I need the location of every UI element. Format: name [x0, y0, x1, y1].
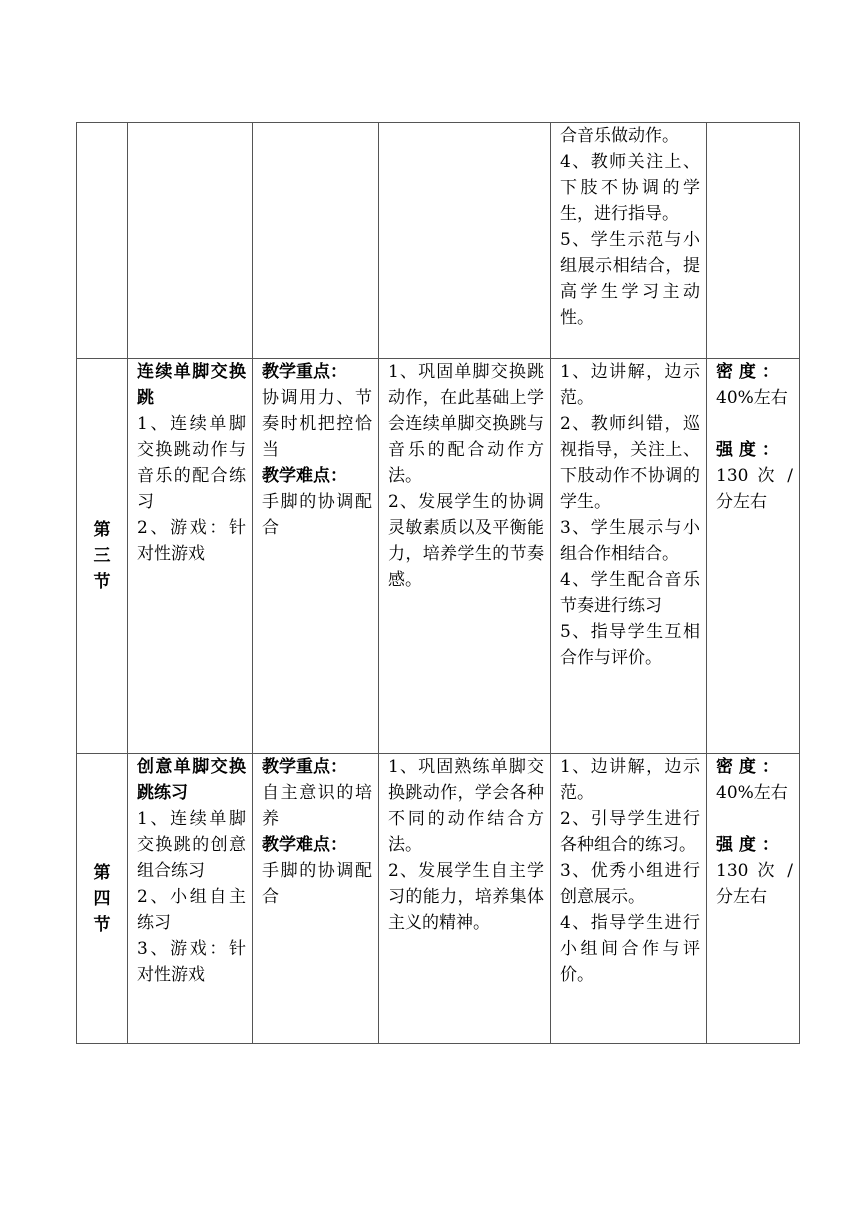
method-line: 2、教师纠错，巡视指导，关注上、下肢动作不协调的学生。 — [560, 414, 700, 512]
key-difficulty-cell — [253, 359, 379, 754]
key-point-text: 自主意识的培养 — [262, 783, 372, 829]
method-line: 4、指导学生进行小组间合作与评价。 — [560, 913, 700, 985]
content-line: 2、小组自主练习 — [137, 887, 246, 933]
load-cell — [707, 754, 800, 1044]
key-point-label: 教学重点： — [262, 757, 347, 777]
key-difficulty-cell — [253, 123, 379, 359]
intensity-value: 130 次 / 分左右 — [716, 466, 793, 512]
goal-line: 2、发展学生的协调灵敏素质以及平衡能力，培养学生的节奏感。 — [388, 492, 544, 590]
content-line: 1、连续单脚交换跳的创意组合练习 — [137, 809, 246, 881]
content-cell — [128, 123, 253, 359]
intensity-value: 130 次 / 分左右 — [716, 861, 793, 907]
methods-cell — [551, 123, 707, 359]
method-line: 5、学生示范与小组展示相结合，提高学生学习主动性。 — [560, 230, 700, 328]
method-line: 3、优秀小组进行创意展示。 — [560, 861, 700, 907]
content-line: 2、游戏：针对性游戏 — [137, 518, 246, 564]
density-value: 40%左右 — [716, 783, 788, 803]
goal-line: 1、巩固单脚交换跳动作，在此基础上学会连续单脚交换跳与音乐的配合动作方法。 — [388, 362, 544, 486]
section-cell — [77, 754, 128, 1044]
method-line: 4、学生配合音乐节奏进行练习 — [560, 570, 700, 616]
difficulty-text: 手脚的协调配合 — [262, 492, 372, 538]
method-line: 3、学生展示与小组合作相结合。 — [560, 518, 700, 564]
goal-line: 2、发展学生自主学习的能力，培养集体主义的精神。 — [388, 861, 544, 933]
method-line: 1、边讲解，边示范。 — [560, 362, 700, 408]
density-value: 40%左右 — [716, 388, 788, 408]
methods-cell — [551, 754, 707, 1044]
method-line: 4、教师关注上、下肢不协调的学生，进行指导。 — [560, 152, 700, 224]
methods-cell — [551, 359, 707, 754]
density-label: 密 度 ： — [716, 757, 779, 777]
key-point-label: 教学重点： — [262, 362, 347, 382]
goal-line: 1、巩固熟练单脚交换跳动作，学会各种不同的动作结合方法。 — [388, 757, 544, 855]
content-line: 3、游戏：针对性游戏 — [137, 939, 246, 985]
goals-cell — [379, 754, 551, 1044]
difficulty-label: 教学难点： — [262, 466, 347, 486]
lesson-plan-table — [76, 122, 800, 1044]
difficulty-text: 手脚的协调配合 — [262, 861, 372, 907]
load-cell — [707, 359, 800, 754]
section-cell — [77, 123, 128, 359]
difficulty-label: 教学难点： — [262, 835, 347, 855]
load-cell — [707, 123, 800, 359]
content-line: 1、连续单脚交换跳动作与音乐的配合练习 — [137, 414, 246, 512]
table-row — [77, 359, 800, 754]
section-label: 第四节 — [93, 862, 111, 935]
goals-cell — [379, 123, 551, 359]
method-line: 2、引导学生进行各种组合的练习。 — [560, 809, 700, 855]
intensity-label: 强 度 ： — [716, 440, 779, 460]
content-title: 连续单脚交换跳 — [137, 362, 246, 408]
method-line: 1、边讲解，边示范。 — [560, 757, 700, 803]
density-label: 密 度 ： — [716, 362, 779, 382]
method-line: 合音乐做动作。 — [560, 126, 679, 146]
content-cell — [128, 754, 253, 1044]
intensity-label: 强 度 ： — [716, 835, 779, 855]
content-cell — [128, 359, 253, 754]
method-line: 5、指导学生互相合作与评价。 — [560, 622, 700, 668]
content-title: 创意单脚交换跳练习 — [137, 757, 246, 803]
table-row — [77, 754, 800, 1044]
section-cell — [77, 359, 128, 754]
key-difficulty-cell — [253, 754, 379, 1044]
table-row — [77, 123, 800, 359]
key-point-text: 协调用力、节奏时机把控恰当 — [262, 388, 372, 460]
goals-cell — [379, 359, 551, 754]
section-label: 第三节 — [93, 520, 111, 592]
